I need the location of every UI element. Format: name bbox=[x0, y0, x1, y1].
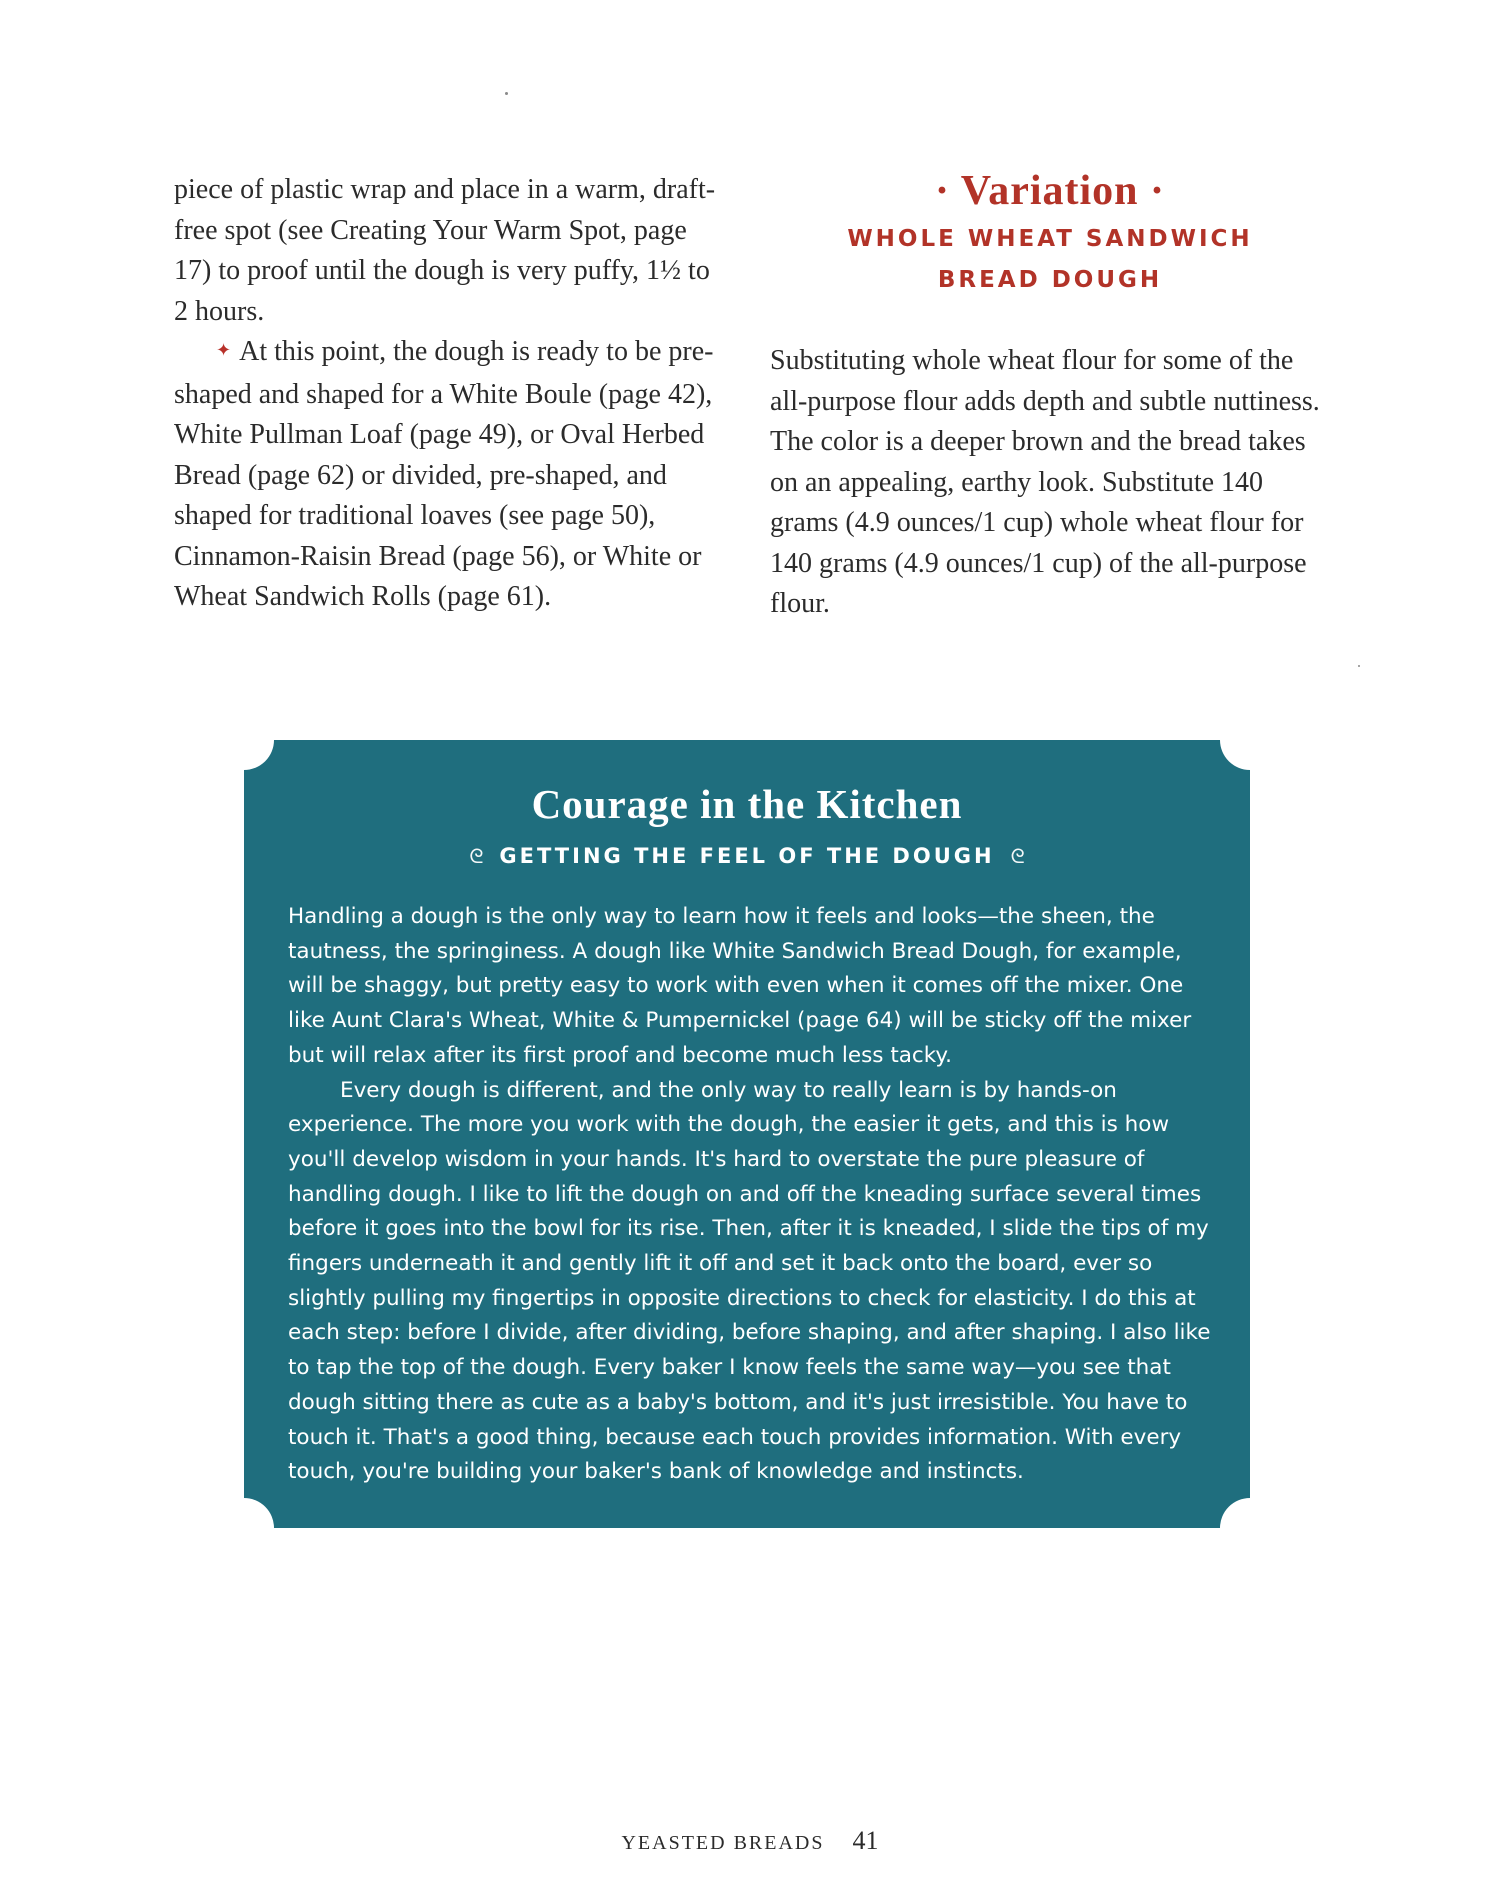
sidebar-paragraph-1: Handling a dough is the only way to learn how it feels and looks—the sheen, the tautness, the springiness. A dough like White Sandwich Bread Dough, for example, will be shaggy, but pretty easy to work with even when it comes off the mixer. One like Aunt Clara's Wheat, White & Pumpernickel (page 64) will be sticky off the mixer but will relax after its first proof and become much less tacky. bbox=[288, 904, 1192, 1068]
variation-section bbox=[770, 165, 1330, 625]
sidebar-subtitle-text: GETTING THE FEEL OF THE DOUGH bbox=[499, 844, 995, 868]
variation-subtitle-line-2: BREAD DOUGH bbox=[937, 267, 1163, 293]
variation-subtitle-line-1: WHOLE WHEAT SANDWICH bbox=[847, 226, 1253, 252]
left-paragraph-2 bbox=[174, 332, 722, 618]
ornament-right-icon: ᘓ bbox=[1010, 844, 1025, 868]
scan-speck bbox=[505, 92, 508, 95]
page-footer bbox=[0, 1826, 1500, 1856]
left-paragraph-2-text: At this point, the dough is ready to be pre-shaped and shaped for a White Boule (page 42), White Pullman Loaf (page 49), or Oval Herbed Bread (page 62) or divided, pre-shaped, and shaped for traditional loaves (see page 50), Cinnamon-Raisin Bread (page 56), or White or Wheat Sandwich Rolls (page 61). bbox=[174, 336, 714, 612]
scan-speck bbox=[1358, 665, 1360, 667]
left-column bbox=[174, 170, 722, 618]
variation-subtitle bbox=[770, 219, 1330, 301]
variation-body: Substituting whole wheat flour for some of the all-purpose flour adds depth and subtle nuttiness. The color is a deeper brown and the bread takes on an appealing, earthy look. Substitute 140 grams (4.9 ounces/1 cup) whole wheat flour for 140 grams (4.9 ounces/1 cup) of the all-purpose flour. bbox=[770, 345, 1320, 619]
bullet-icon: ✦ bbox=[216, 340, 232, 360]
sidebar-body bbox=[288, 900, 1213, 1490]
variation-title: · Variation · bbox=[934, 168, 1166, 214]
footer-section-title: YEASTED BREADS bbox=[621, 1832, 825, 1854]
page-number: 41 bbox=[852, 1826, 879, 1855]
ornament-left-icon: ᘓ bbox=[469, 844, 484, 868]
courage-sidebar-box bbox=[244, 740, 1250, 1528]
sidebar-title: Courage in the Kitchen bbox=[531, 781, 963, 827]
sidebar-content bbox=[244, 740, 1250, 1528]
sidebar-paragraph-2: Every dough is different, and the only way to really learn is by hands-on experience. The more you work with the dough, the easier it gets, and this is how you'll develop wisdom in your hands. It's hard to overstate the pure pleasure of handling dough. I like to lift the dough on and off the kneading surface several times before it goes into the bowl for its rise. Then, after it is kneaded, I slide the tips of my fingers underneath it and gently lift it off and set it back onto the board, ever so slightly pulling my fingertips in opposite directions to check for elasticity. I do this at each step: before I divide, after dividing, before shaping, and after shaping. I also like to tap the top of the dough. Every baker I know feels the same way—you see that dough sitting there as cute as a baby's bottom, and it's just irresistible. You have to touch it. That's a good thing, because each touch provides information. With every touch, you're building your baker's bank of knowledge and instincts. bbox=[288, 1077, 1211, 1485]
left-paragraph-1: piece of plastic wrap and place in a warm, draft-free spot (see Creating Your Warm Spot, page 17) to proof until the dough is very puffy, 1½ to 2 hours. bbox=[174, 174, 716, 327]
sidebar-subtitle bbox=[244, 844, 1250, 868]
